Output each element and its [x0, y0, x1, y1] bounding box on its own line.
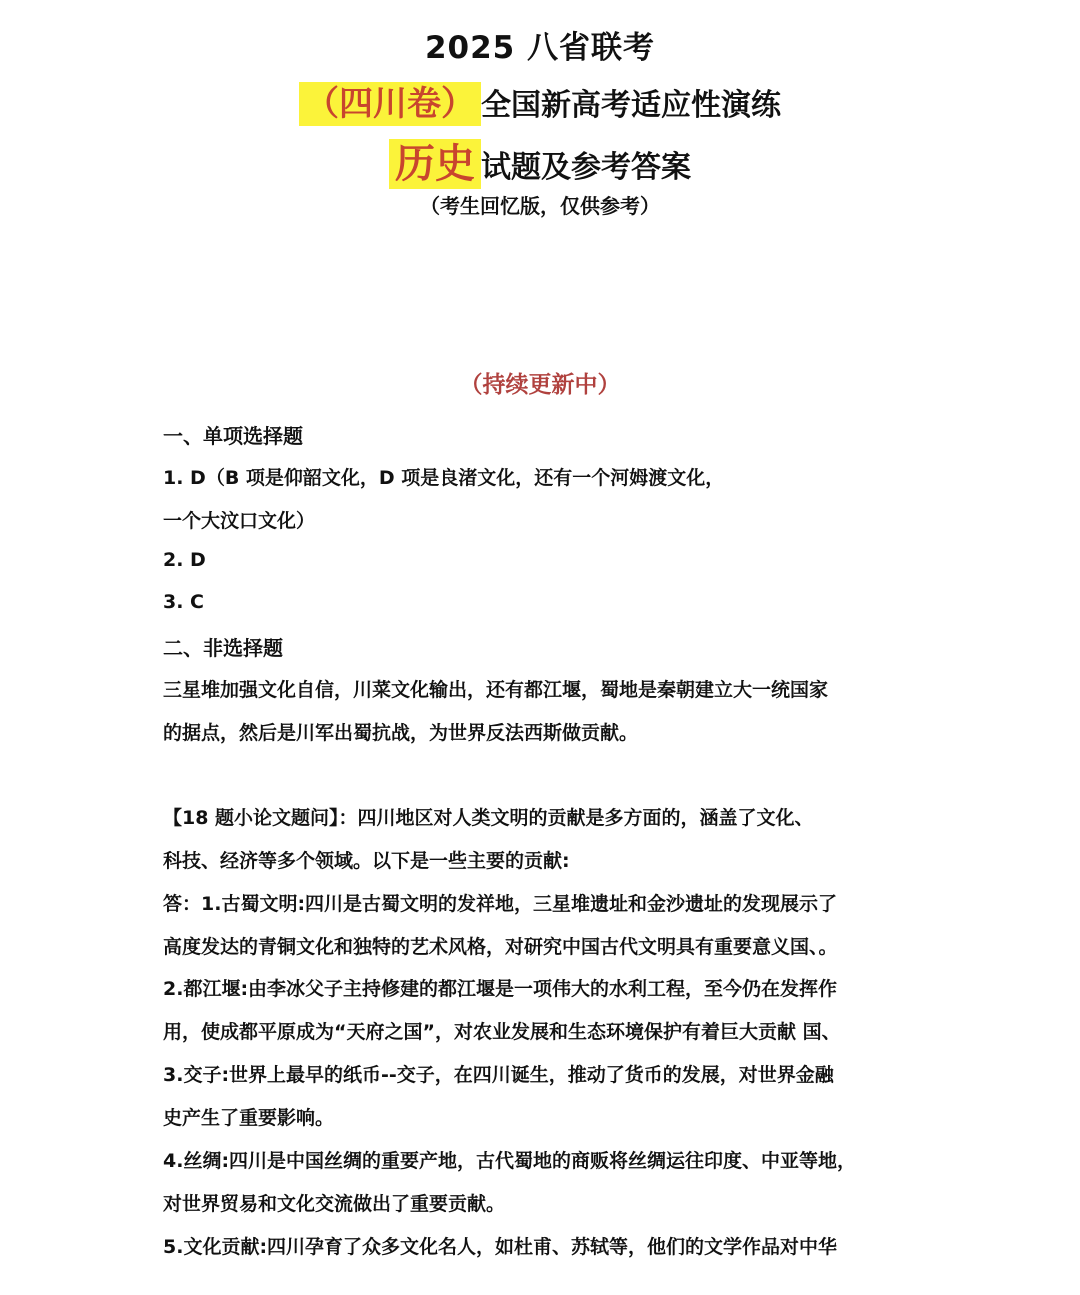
section-heading-single-choice: 一、单项选择题	[163, 424, 303, 448]
section-heading-non-choice: 二、非选择题	[163, 636, 283, 660]
paragraph-line: 的据点，然后是川军出蜀抗战，为世界反法西斯做贡献。	[163, 722, 639, 744]
essay-line: 高度发达的青铜文化和独特的艺术风格，对研究中国古代文明具有重要意义国、。	[163, 936, 838, 958]
document-type: 试题及参考答案	[481, 150, 691, 185]
essay-line: 4.丝绸:四川是中国丝绸的重要产地，古代蜀地的商贩将丝绸运往印度、中亚等地，	[163, 1150, 857, 1172]
answer-line: 1. D（B 项是仰韶文化，D 项是良渚文化，还有一个河姆渡文化，	[163, 467, 725, 489]
essay-line: 5.文化贡献:四川孕育了众多文化名人，如杜甫、苏轼等，他们的文学作品对中华	[163, 1236, 838, 1258]
answer-line: 3. C	[163, 591, 204, 613]
essay-line: 用，使成都平原成为“天府之国”，对农业发展和生态环境保护有着巨大贡献 国、	[163, 1021, 841, 1043]
essay-line: 2.都江堰:由李冰父子主持修建的都江堰是一项伟大的水利工程，至今仍在发挥作	[163, 978, 838, 1000]
document-title: 2025 八省联考	[424, 30, 656, 66]
answer-line: 2. D	[163, 549, 206, 571]
essay-line: 【18 题小论文题问】：四川地区对人类文明的贡献是多方面的，涵盖了文化、	[163, 807, 814, 829]
title-line-2	[0, 76, 1080, 125]
paragraph-line: 三星堆加强文化自信，川菜文化输出，还有都江堰，蜀地是秦朝建立大一统国家	[163, 679, 829, 701]
answer-line: 一个大汶口文化）	[163, 510, 316, 532]
exam-name: 全国新高考适应性演练	[481, 88, 781, 123]
update-status: （持续更新中）	[459, 372, 621, 398]
subject-tag: 历史	[389, 139, 481, 189]
essay-line: 对世界贸易和文化交流做出了重要贡献。	[163, 1193, 506, 1215]
essay-line: 科技、经济等多个领域。以下是一些主要的贡献:	[163, 850, 570, 872]
essay-line: 答：1.古蜀文明:四川是古蜀文明的发祥地，三星堆遗址和金沙遗址的发现展示了	[163, 893, 838, 915]
version-note: （考生回忆版，仅供参考）	[420, 194, 660, 218]
title-line-3	[0, 132, 1080, 189]
province-tag: （四川卷）	[299, 82, 481, 126]
essay-line: 史产生了重要影响。	[163, 1107, 335, 1129]
essay-line: 3.交子:世界上最早的纸币--交子，在四川诞生，推动了货币的发展，对世界金融	[163, 1064, 834, 1086]
